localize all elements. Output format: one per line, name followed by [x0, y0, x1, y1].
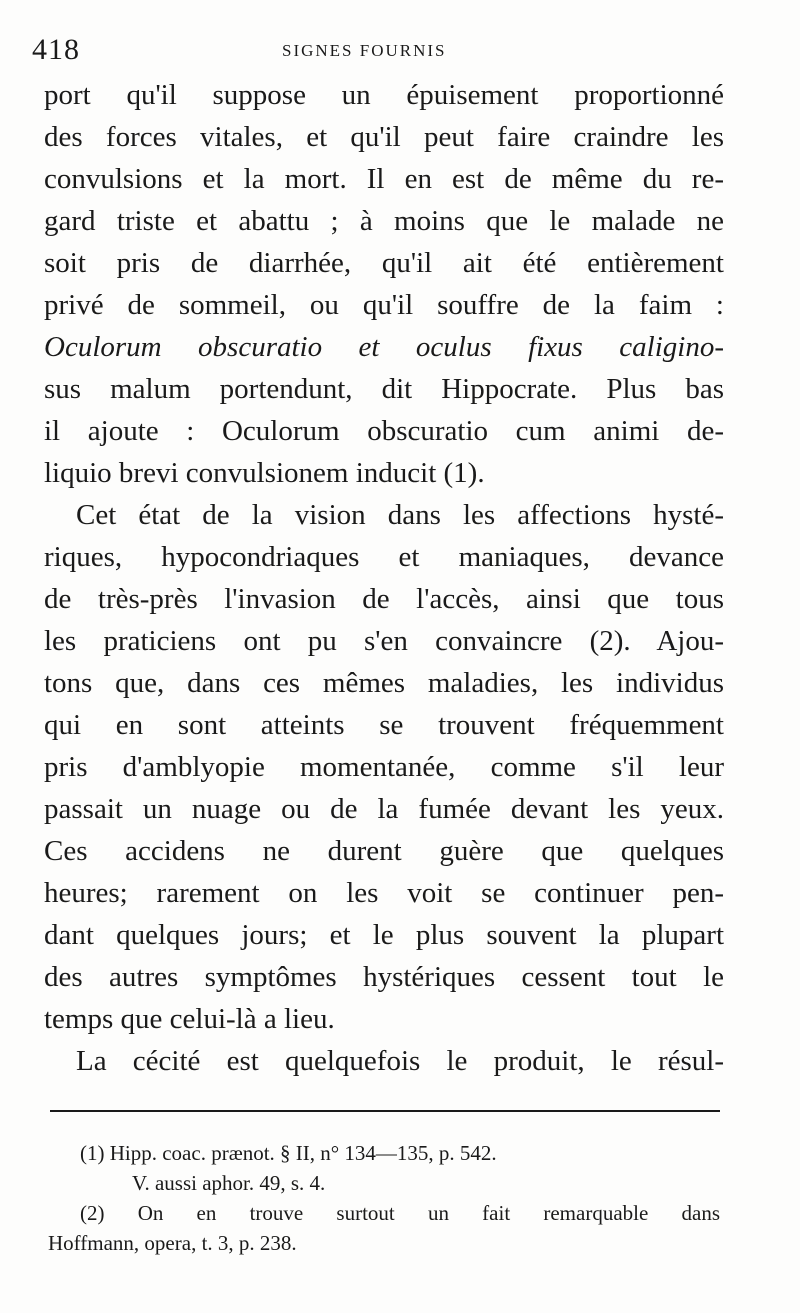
text-line: convulsions et la mort. Il en est de même du re- — [44, 163, 724, 195]
text-line: il ajoute : Oculorum obscuratio cum animi de- — [44, 415, 724, 447]
text-line: gard triste et abattu ; à moins que le malade ne — [44, 205, 724, 237]
text-line: dant quelques jours; et le plus souvent la plupart — [44, 919, 724, 951]
text-line: soit pris de diarrhée, qu'il ait été entièrement — [44, 247, 724, 279]
body-text — [44, 74, 724, 1082]
paragraph-start-line: Cet état de la vision dans les affections hysté- — [76, 499, 724, 531]
footnote-1: (1) Hipp. coac. prænot. § II, n° 134—135, p. 542. — [80, 1141, 497, 1165]
footnote-1-continued: V. aussi aphor. 49, s. 4. — [132, 1171, 326, 1195]
footnotes — [48, 1138, 720, 1258]
footnote-rule — [50, 1110, 720, 1112]
footnote-2: (2) On en trouve surtout un fait remarquable dans — [80, 1201, 720, 1225]
footnote-2-continued: Hoffmann, opera, t. 3, p. 238. — [48, 1231, 297, 1255]
text-line: privé de sommeil, ou qu'il souffre de la faim : — [44, 289, 724, 321]
text-line: sus malum portendunt, dit Hippocrate. Plus bas — [44, 373, 724, 405]
text-line: port qu'il suppose un épuisement proportionné — [44, 79, 724, 111]
text-line: passait un nuage ou de la fumée devant les yeux. — [44, 793, 724, 825]
paragraph-start-line: La cécité est quelquefois le produit, le résul- — [76, 1045, 724, 1077]
text-line: tons que, dans ces mêmes maladies, les individus — [44, 667, 724, 699]
text-line: temps que celui-là a lieu. — [44, 1003, 335, 1035]
page-number: 418 — [32, 33, 80, 66]
text-line: des autres symptômes hystériques cessent tout le — [44, 961, 724, 993]
text-line: de très-près l'invasion de l'accès, ainsi que tous — [44, 583, 724, 615]
text-line: liquio brevi convulsionem inducit (1). — [44, 457, 485, 489]
text-line: pris d'amblyopie momentanée, comme s'il leur — [44, 751, 724, 783]
text-line: qui en sont atteints se trouvent fréquemment — [44, 709, 724, 741]
running-title: SIGNES FOURNIS — [282, 41, 447, 60]
running-head — [32, 30, 732, 70]
text-line: heures; rarement on les voit se continuer pen- — [44, 877, 724, 909]
text-line: des forces vitales, et qu'il peut faire craindre les — [44, 121, 724, 153]
latin-quote-line: Oculorum obscuratio et oculus fixus caligino- — [44, 331, 724, 363]
text-line: riques, hypocondriaques et maniaques, devance — [44, 541, 724, 573]
text-line: les praticiens ont pu s'en convaincre (2). Ajou- — [44, 625, 724, 657]
text-line: Ces accidens ne durent guère que quelques — [44, 835, 724, 867]
